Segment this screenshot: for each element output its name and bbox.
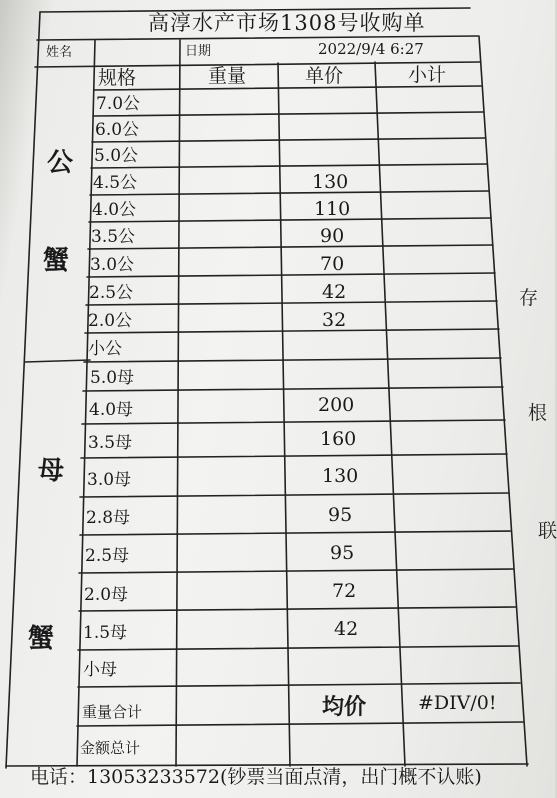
column-header-subtotal: 小计 [408,64,447,86]
male-row-price: 32 [322,309,347,331]
female-row-spec: 4.0母 [89,400,134,420]
male-row-spec: 3.0公 [90,255,135,275]
male-row-spec: 2.0公 [88,311,133,331]
female-row-spec: 5.0母 [90,368,135,388]
amount-total-label: 金额总计 [80,739,141,757]
male-section-label-1: 公 [47,148,74,178]
female-row-price: 42 [334,618,359,640]
avg-price-label: 均价 [322,694,367,720]
stub-label-char: 联 [538,520,557,542]
female-section-label-1: 母 [38,456,65,486]
female-row-spec: 3.0母 [87,470,132,490]
male-row-price: 70 [320,253,345,275]
male-row-price: 42 [322,281,347,303]
male-row-spec: 5.0公 [94,146,139,166]
weight-total-label: 重量合计 [82,703,143,721]
female-row-spec: 2.0母 [84,585,129,605]
male-row-spec: 3.5公 [91,227,136,247]
receipt-title: 高淳水产市场1308号收购单 [148,11,426,35]
male-row-price: 110 [314,198,351,220]
male-row-price: 90 [320,225,345,247]
male-section-label-2: 蟹 [43,246,70,276]
stub-label-char: 根 [528,402,548,424]
date-label: 日期 [185,44,212,59]
female-row-spec: 小母 [83,660,117,680]
male-row-spec: 小公 [88,339,122,359]
footer-phone-note: 电话：13053233572(钞票当面点清，出门概不认账) [30,766,482,788]
male-row-spec: 2.5公 [89,283,134,303]
male-row-price: 130 [312,171,349,193]
female-row-spec: 3.5母 [88,433,133,453]
column-header-spec: 规格 [98,67,137,89]
female-row-spec: 2.5母 [85,546,130,566]
male-row-spec: 6.0公 [95,120,140,140]
female-row-spec: 1.5母 [83,623,128,643]
female-row-price: 72 [332,580,357,602]
male-row-spec: 4.0公 [92,200,137,220]
stub-label-char: 存 [519,287,539,309]
female-row-price: 95 [328,504,353,526]
male-row-spec: 7.0公 [96,94,141,114]
name-label: 姓名 [46,45,73,60]
female-section-label-2: 蟹 [28,624,55,654]
female-row-price: 200 [318,394,355,416]
male-row-spec: 4.5公 [93,173,138,193]
female-row-price: 160 [320,428,357,450]
column-header-unit-price: 单价 [305,65,344,87]
female-row-price: 95 [330,542,355,564]
female-row-spec: 2.8母 [86,508,131,528]
female-row-price: 130 [322,465,359,487]
date-value: 2022/9/4 6:27 [318,40,424,58]
column-header-weight: 重量 [208,65,247,87]
avg-price-value: #DIV/0! [418,692,497,714]
